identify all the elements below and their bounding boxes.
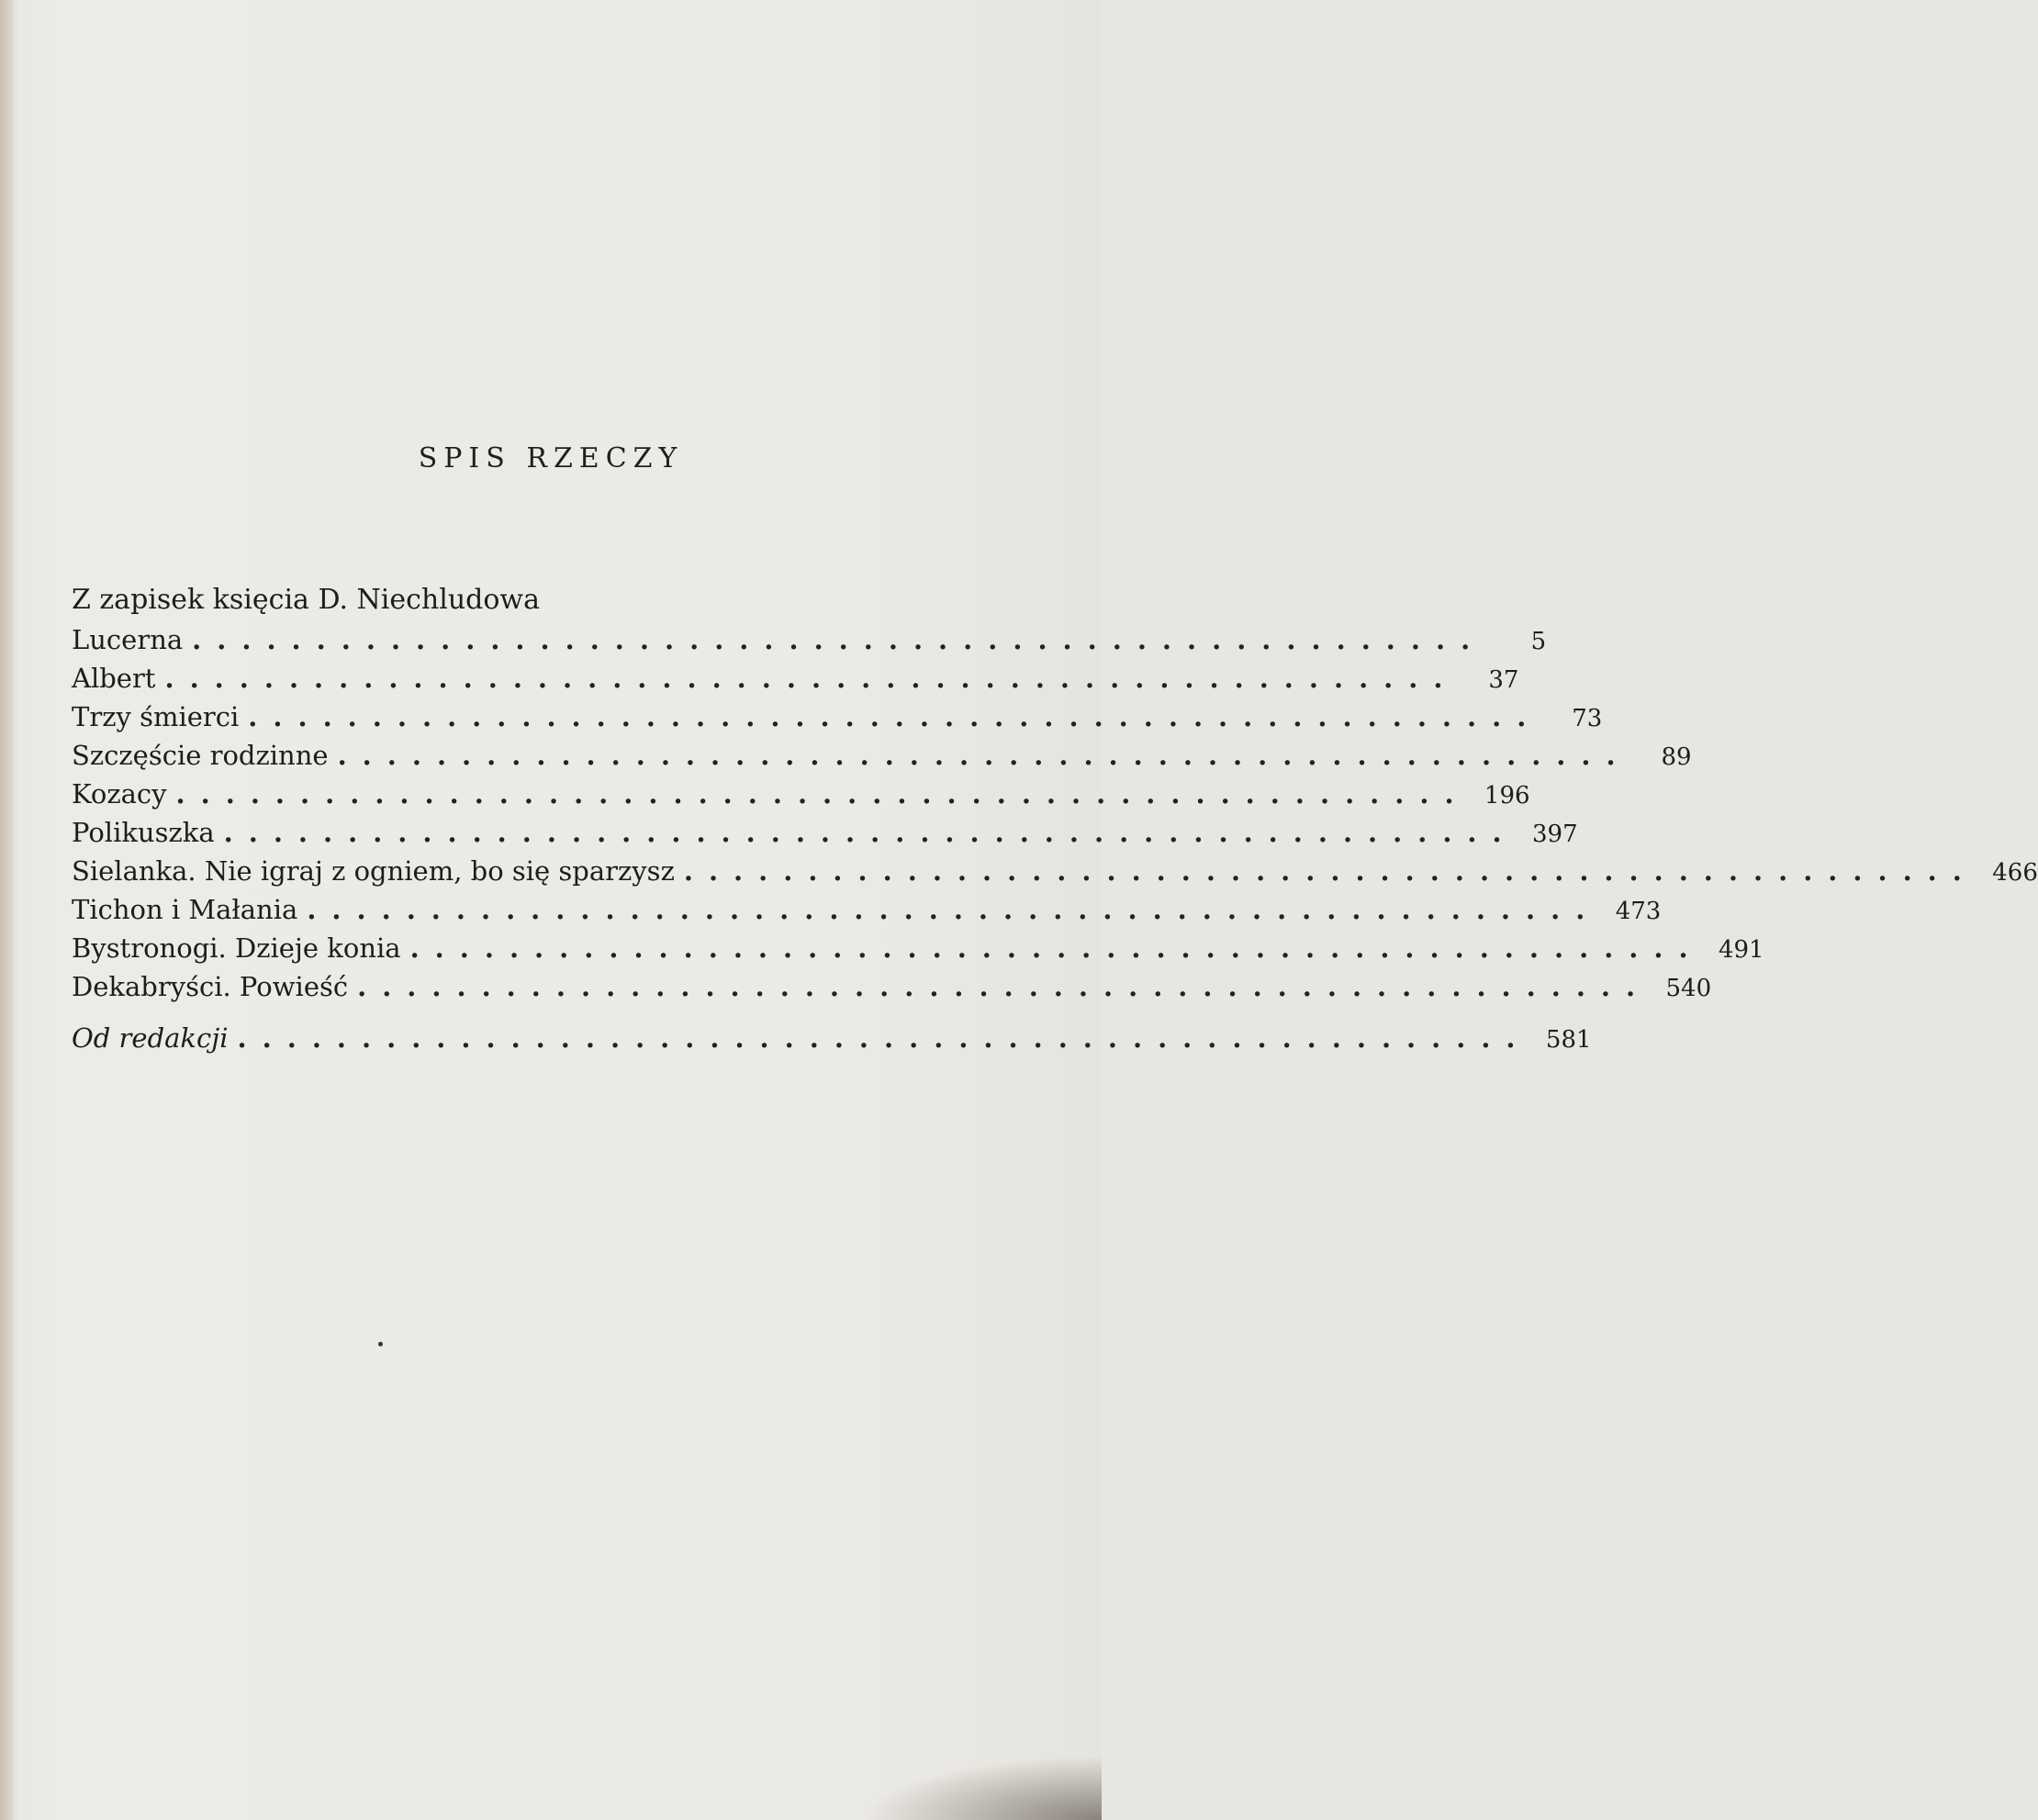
toc-entry-dekabrysci	[72, 971, 1712, 1008]
ink-speck	[378, 1342, 383, 1346]
toc-page-number: 473	[1615, 898, 1662, 925]
section-header: Z zapisek księcia D. Niechludowa	[72, 584, 540, 616]
toc-entry-albert	[72, 663, 1519, 699]
leader-dots: ....................................................	[307, 894, 1601, 925]
page-title: SPIS RZECZY	[418, 442, 684, 475]
toc-entry-title: Polikuszka	[72, 817, 215, 848]
toc-entry-title: Dekabryści. Powieść	[72, 971, 349, 1002]
toc-entry-polikuszka	[72, 817, 1578, 854]
toc-page-number: 397	[1532, 821, 1578, 848]
toc-page-number: 491	[1718, 936, 1764, 964]
toc-page-number: 37	[1488, 666, 1519, 694]
toc-entry-title: Kozacy	[72, 778, 167, 810]
leader-dots: ....................................................	[164, 663, 1459, 694]
toc-page-number: 89	[1661, 743, 1692, 771]
toc-entry-tichon-i-malania	[72, 894, 1662, 931]
toc-entry-sielanka	[72, 855, 2038, 892]
leader-dots: ....................................................	[683, 855, 1977, 887]
toc-entry-trzy-smierci	[72, 701, 1603, 738]
toc-entry-title: Szczęście rodzinne	[72, 740, 329, 771]
toc-page-number: 540	[1665, 975, 1712, 1002]
toc-entry-title: Tichon i Małania	[72, 894, 298, 925]
toc-entry-title: Trzy śmierci	[72, 701, 240, 732]
toc-entry-kozacy	[72, 778, 1530, 815]
leader-dots: ....................................................	[337, 740, 1631, 771]
leader-dots: ....................................................	[175, 778, 1470, 810]
leader-dots: ....................................................	[248, 701, 1542, 732]
leader-dots: ....................................................	[237, 1022, 1531, 1054]
toc-page-number: 581	[1545, 1026, 1592, 1054]
leader-dots: ....................................................	[409, 932, 1704, 964]
toc-page-number: 196	[1484, 782, 1530, 810]
leader-dots: ....................................................	[357, 971, 1652, 1002]
toc-page-number: 5	[1530, 628, 1547, 655]
toc-entry-title: Lucerna	[72, 624, 184, 655]
page-binding-edge	[0, 0, 13, 1820]
toc-entry-title: Bystronogi. Dzieje konia	[72, 932, 401, 964]
toc-page-number: 73	[1572, 705, 1603, 732]
leader-dots: ....................................................	[192, 624, 1486, 655]
toc-entry-title: Od redakcji	[72, 1022, 229, 1054]
leader-dots: ....................................................	[223, 817, 1517, 848]
toc-entry-bystronogi	[72, 932, 1764, 969]
toc-entry-title: Sielanka. Nie igraj z ogniem, bo się sparzysz	[72, 855, 675, 887]
toc-page-number: 466	[1992, 859, 2038, 887]
toc-entry-szczescie-rodzinne	[72, 740, 1692, 776]
toc-entry-title: Albert	[72, 663, 156, 694]
page-shadow	[863, 1756, 1102, 1820]
toc-entry-lucerna	[72, 624, 1547, 661]
toc-entry-od-redakcji	[72, 1022, 1592, 1059]
